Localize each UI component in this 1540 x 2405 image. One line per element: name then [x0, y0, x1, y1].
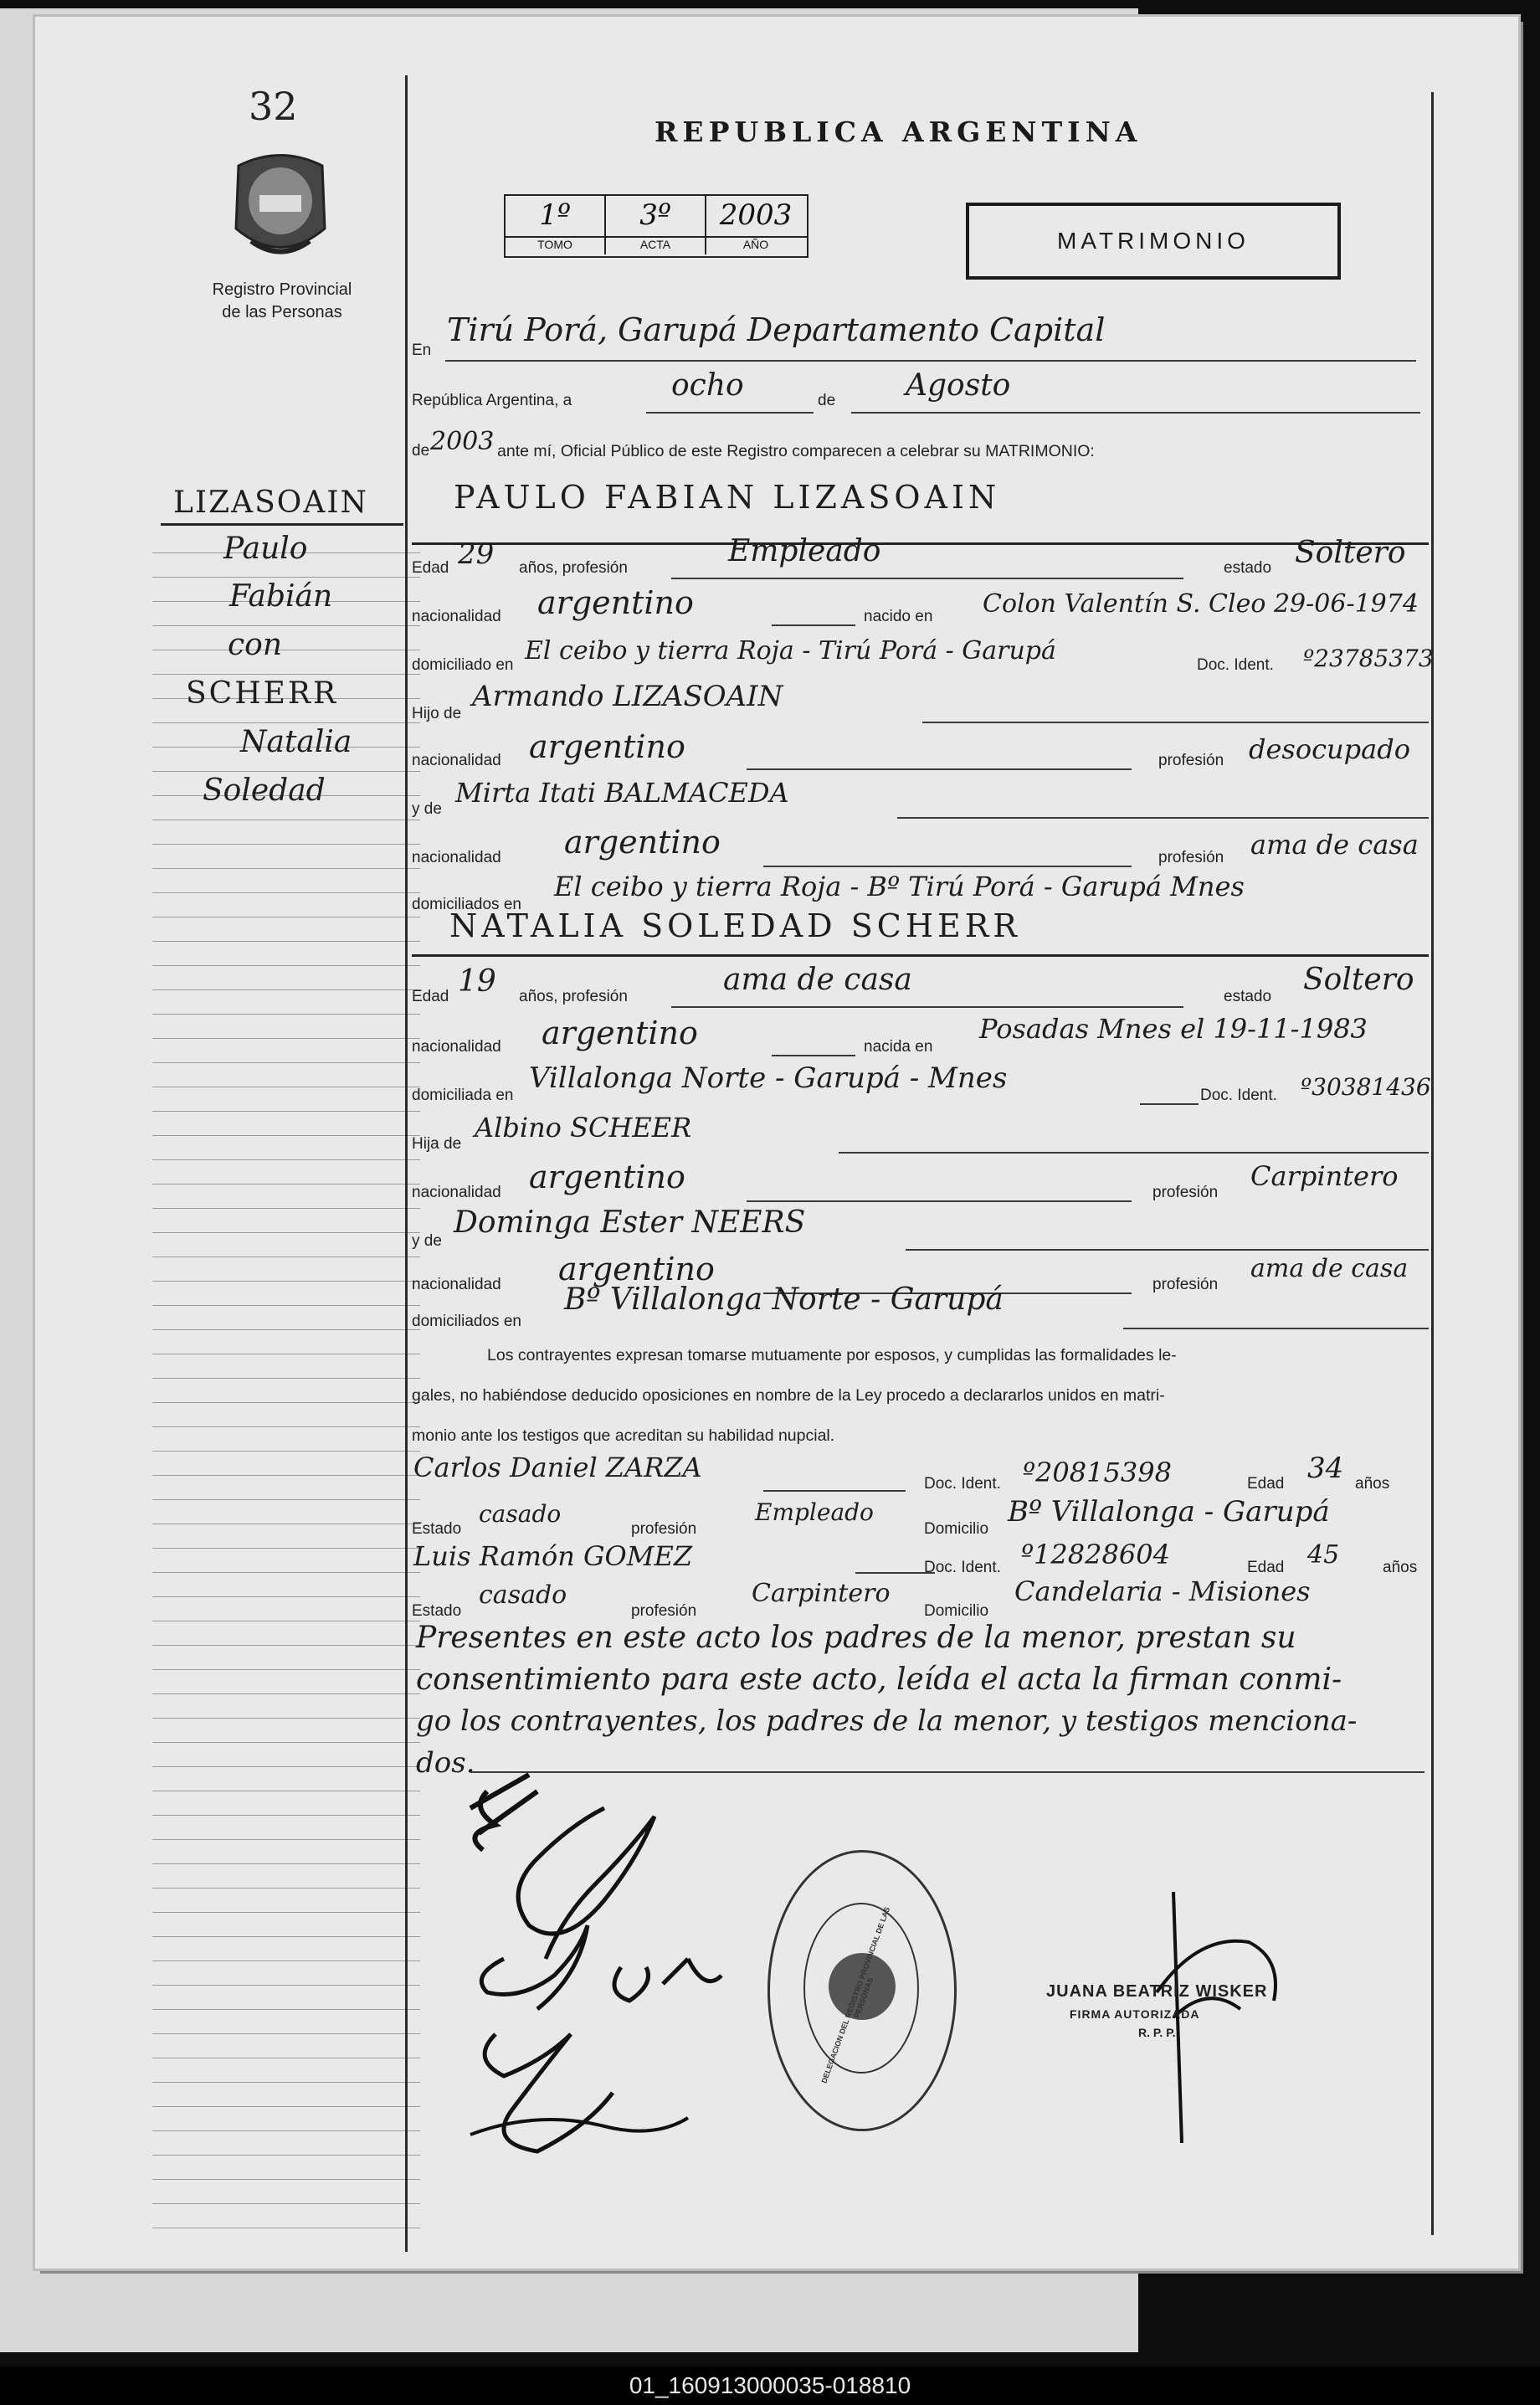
witness2-name: Luis Ramón GOMEZ	[413, 1540, 693, 1572]
witness2-prof-label: profesión	[631, 1602, 697, 1620]
margin-rule-line	[152, 1596, 420, 1597]
margin-divider	[405, 75, 408, 2252]
margin-rule-line	[152, 1451, 420, 1452]
witness1-domicilio-label: Domicilio	[924, 1520, 989, 1538]
groom-domicile: El ceibo y tierra Roja - Tirú Porá - Garupá	[525, 636, 1056, 665]
margin-rule-line	[152, 989, 420, 990]
groom-mother-nationality: argentino	[564, 824, 721, 861]
groom-domicilio-label: domiciliado en	[412, 656, 514, 674]
bride-mother-label: y de	[412, 1232, 442, 1250]
bride-parents-dom-label: domiciliados en	[412, 1313, 521, 1330]
groom-father: Armando LIZASOAIN	[472, 680, 783, 713]
tomo-label: TOMO	[506, 238, 606, 254]
witness2-anos-label: años	[1383, 1559, 1418, 1576]
margin-rule-line	[152, 1499, 420, 1500]
witness2-estado-label: Estado	[412, 1602, 462, 1620]
margin-rule-line	[152, 1062, 420, 1063]
margin-rule-line	[152, 2130, 420, 2131]
witness2-doc-label: Doc. Ident.	[924, 1559, 1001, 1576]
witness1-anos-label: años	[1355, 1475, 1390, 1493]
witness1-age: 34	[1307, 1452, 1344, 1485]
margin-rule-line	[152, 2106, 420, 2107]
acta-value: 3º	[639, 198, 671, 232]
margin-rule-line	[152, 771, 420, 772]
provincial-seal-icon	[226, 149, 335, 270]
margin-name-1: Paulo	[223, 532, 308, 566]
page-number: 32	[249, 84, 298, 129]
bride-doc: º30381436	[1301, 1073, 1431, 1101]
margin-rule-line	[152, 2179, 420, 2180]
official-dept: R. P. P.	[1138, 2026, 1176, 2039]
witness2-domicile: Candelaria - Misiones	[1014, 1575, 1311, 1607]
margin-rule-line	[152, 1475, 420, 1476]
witness1-prof-label: profesión	[631, 1520, 697, 1538]
margin-rule-line	[152, 1281, 420, 1282]
margin-rule-line	[152, 1839, 420, 1840]
margin-rule-line	[152, 1863, 420, 1864]
groom-profession-label: años, profesión	[519, 559, 628, 577]
bride-name: NATALIA SOLEDAD SCHERR	[449, 907, 1021, 944]
margin-name-3: con	[228, 628, 283, 662]
margin-rule-line	[152, 1693, 420, 1694]
place-value: Tirú Porá, Garupá Departamento Capital	[447, 311, 1106, 348]
witness1-status: casado	[479, 1500, 562, 1528]
bride-mother-profession: ama de casa	[1250, 1254, 1409, 1283]
margin-rule-line	[152, 1912, 420, 1913]
groom-parents-domicile: El ceibo y tierra Roja - Bº Tirú Porá - Garupá Mnes	[554, 871, 1245, 902]
margin-rule-line	[152, 941, 420, 942]
margin-name-4: SCHERR	[186, 676, 339, 711]
official-name: JUANA BEATRIZ WISKER	[1046, 1982, 1268, 2001]
margin-rule-line	[152, 1645, 420, 1646]
groom-parents-dom-label: domiciliados en	[412, 896, 521, 913]
margin-rule-line	[152, 577, 420, 578]
margin-rule-line	[152, 1888, 420, 1889]
witness1-doc-label: Doc. Ident.	[924, 1475, 1001, 1493]
margin-rule-line	[152, 1985, 420, 1986]
margin-rule-line	[152, 625, 420, 626]
witness1-doc: º20815398	[1023, 1457, 1172, 1488]
legal-text-line-2: gales, no habiéndose deducido oposiciones en nombre de la Ley procedo a declararlos unidos en matri-	[412, 1386, 1165, 1405]
groom-nationality: argentino	[537, 584, 694, 621]
bride-mother-nationality: argentino	[558, 1251, 715, 1287]
margin-rule-line	[152, 722, 420, 723]
groom-age: 29	[458, 537, 495, 571]
footer-caption: 01_160913000035-018810	[0, 2366, 1540, 2405]
ano-value: 2003	[719, 198, 793, 232]
register-page	[35, 17, 1518, 2269]
country-title: REPUBLICA ARGENTINA	[654, 116, 1142, 148]
signatures-icon	[437, 1758, 788, 2197]
bride-father-nac-label: nacionalidad	[412, 1184, 501, 1201]
ano-cell	[706, 196, 805, 236]
witness1-domicile: Bº Villalonga - Garupá	[1008, 1495, 1330, 1529]
record-id-box	[504, 194, 808, 258]
groom-edad-label: Edad	[412, 559, 449, 577]
margin-rule-line	[152, 1718, 420, 1719]
bride-mother-prof-label: profesión	[1152, 1276, 1219, 1293]
witness1-profession: Empleado	[755, 1498, 874, 1526]
day-value: ocho	[671, 368, 744, 403]
bride-parents-domicile: Bº Villalonga Norte - Garupá	[564, 1282, 1004, 1317]
margin-rule-line	[152, 1572, 420, 1573]
bride-father: Albino SCHEER	[475, 1112, 692, 1143]
margin-rule-line	[152, 2203, 420, 2204]
witness1-estado-label: Estado	[412, 1520, 462, 1538]
de-label: de	[818, 392, 836, 409]
stamp-text: DELEGACION DEL REGISTRO PROVINCIAL DE LAS PERSONAS	[819, 1905, 892, 2084]
margin-rule-line	[152, 1548, 420, 1549]
groom-mother-prof-label: profesión	[1158, 849, 1224, 866]
margin-rule-line	[152, 1014, 420, 1015]
margin-rule-line	[152, 674, 420, 675]
margin-rule-line	[152, 868, 420, 869]
observation-line-3: go los contrayentes, los padres de la menor, y testigos menciona-	[416, 1704, 1358, 1738]
groom-father-prof-label: profesión	[1158, 752, 1224, 769]
bride-age: 19	[458, 964, 496, 999]
margin-rule-line	[152, 1936, 420, 1937]
groom-status: Soltero	[1295, 536, 1406, 570]
observation-line-4: dos.	[416, 1746, 475, 1780]
year-prefix: de	[412, 442, 430, 460]
registry-name-line1: Registro Provincial	[212, 280, 352, 299]
margin-rule-line	[152, 2082, 420, 2083]
tomo-value: 1º	[539, 198, 571, 232]
legal-text-line-1: Los contrayentes expresan tomarse mutuamente por esposos, y cumplidas las formalidades le-	[487, 1346, 1177, 1364]
bride-father-label: Hija de	[412, 1135, 462, 1153]
bride-father-profession: Carpintero	[1250, 1160, 1399, 1192]
bride-mother-nac-label: nacionalidad	[412, 1276, 501, 1293]
margin-rule-line	[152, 1766, 420, 1767]
bride-nationality: argentino	[542, 1015, 698, 1051]
groom-father-profession: desocupado	[1249, 733, 1410, 765]
observation-line-2: consentimiento para este acto, leída el acta la firman conmi-	[416, 1662, 1342, 1697]
intro-statement: ante mí, Oficial Público de este Registro comparecen a celebrar su MATRIMONIO:	[497, 442, 1095, 460]
groom-nacionalidad-label: nacionalidad	[412, 608, 501, 625]
groom-doc: º23785373	[1303, 645, 1434, 672]
witness2-edad-label: Edad	[1247, 1559, 1285, 1576]
acta-label: ACTA	[606, 238, 706, 254]
margin-rule-line	[152, 1378, 420, 1379]
bride-edad-label: Edad	[412, 988, 449, 1005]
margin-name-6: Soledad	[203, 773, 326, 808]
margin-rule-line	[152, 1305, 420, 1306]
margin-name-5: Natalia	[240, 725, 352, 759]
witness2-age: 45	[1307, 1540, 1340, 1570]
margin-rule-line	[152, 1184, 420, 1185]
groom-mother-profession: ama de casa	[1250, 829, 1419, 861]
margin-rule-line	[152, 892, 420, 893]
bride-father-nationality: argentino	[529, 1159, 685, 1195]
margin-rule-line	[152, 2009, 420, 2010]
observation-line-1: Presentes en este acto los padres de la menor, prestan su	[416, 1621, 1296, 1655]
witness2-status: casado	[479, 1580, 567, 1610]
groom-birth: Colon Valentín S. Cleo 29-06-1974	[983, 589, 1419, 619]
record-type-label: MATRIMONIO	[1057, 228, 1250, 254]
margin-rule-line	[152, 1159, 420, 1160]
margin-rule-line	[152, 1038, 420, 1039]
witness1-name: Carlos Daniel ZARZA	[413, 1452, 702, 1483]
witness2-doc: º12828604	[1021, 1539, 1170, 1570]
witness1-edad-label: Edad	[1247, 1475, 1285, 1493]
groom-estado-label: estado	[1224, 559, 1272, 577]
bride-nacida-label: nacida en	[864, 1038, 933, 1056]
bride-nacionalidad-label: nacionalidad	[412, 1038, 501, 1056]
legal-text-line-3: monio ante los testigos que acreditan su habilidad nupcial.	[412, 1426, 835, 1445]
bride-domicile: Villalonga Norte - Garupá - Mnes	[529, 1061, 1008, 1095]
bride-mother: Dominga Ester NEERS	[454, 1205, 806, 1240]
bride-status: Soltero	[1303, 963, 1414, 997]
bride-birth: Posadas Mnes el 19-11-1983	[979, 1013, 1368, 1045]
right-border	[1431, 92, 1434, 2235]
official-title: FIRMA AUTORIZADA	[1070, 2007, 1200, 2021]
margin-rule-line	[152, 1960, 420, 1961]
registry-name-line2: de las Personas	[222, 303, 342, 321]
margin-rule-line	[152, 1815, 420, 1816]
margin-rule-line	[152, 1742, 420, 1743]
en-label: En	[412, 342, 432, 359]
groom-profession: Empleado	[728, 534, 881, 568]
groom-mother-label: y de	[412, 800, 442, 818]
margin-rule-line	[152, 1208, 420, 1209]
margin-rule-line	[152, 1256, 420, 1257]
groom-name: PAULO FABIAN LIZASOAIN	[454, 479, 1001, 516]
margin-name-0: LIZASOAIN	[173, 486, 369, 520]
margin-rule-line	[152, 1329, 420, 1330]
bride-profession-label: años, profesión	[519, 988, 628, 1005]
bride-doc-label: Doc. Ident.	[1200, 1087, 1277, 1104]
groom-nacido-label: nacido en	[864, 608, 933, 625]
acta-cell	[606, 196, 706, 236]
groom-mother: Mirta Itati BALMACEDA	[455, 777, 789, 809]
bride-father-prof-label: profesión	[1152, 1184, 1219, 1201]
bride-profession: ama de casa	[723, 963, 912, 997]
margin-rule-line	[152, 1402, 420, 1403]
bride-domicilio-label: domiciliada en	[412, 1087, 514, 1104]
year-value: 2003	[430, 427, 495, 456]
groom-mother-nac-label: nacionalidad	[412, 849, 501, 866]
margin-rule-line	[152, 1135, 420, 1136]
margin-name-2: Fabián	[229, 579, 333, 614]
month-value: Agosto	[906, 368, 1011, 403]
witness2-domicilio-label: Domicilio	[924, 1602, 989, 1620]
republic-label: República Argentina, a	[412, 392, 572, 409]
bride-estado-label: estado	[1224, 988, 1272, 1005]
groom-father-label: Hijo de	[412, 705, 462, 722]
record-type-box	[966, 203, 1341, 280]
groom-father-nac-label: nacionalidad	[412, 752, 501, 769]
tomo-cell	[506, 196, 606, 236]
margin-rule-line	[152, 1669, 420, 1670]
margin-rule-line	[152, 965, 420, 966]
margin-rule-line	[152, 1232, 420, 1233]
margin-rule-line	[152, 844, 420, 845]
groom-father-nationality: argentino	[529, 728, 685, 765]
margin-rule-line	[152, 2033, 420, 2034]
margin-rule-line	[152, 1111, 420, 1112]
ano-label: AÑO	[742, 238, 769, 251]
groom-doc-label: Doc. Ident.	[1197, 656, 1274, 674]
margin-rule-line	[152, 2155, 420, 2156]
witness2-profession: Carpintero	[752, 1579, 891, 1608]
margin-rule-line	[152, 1426, 420, 1427]
